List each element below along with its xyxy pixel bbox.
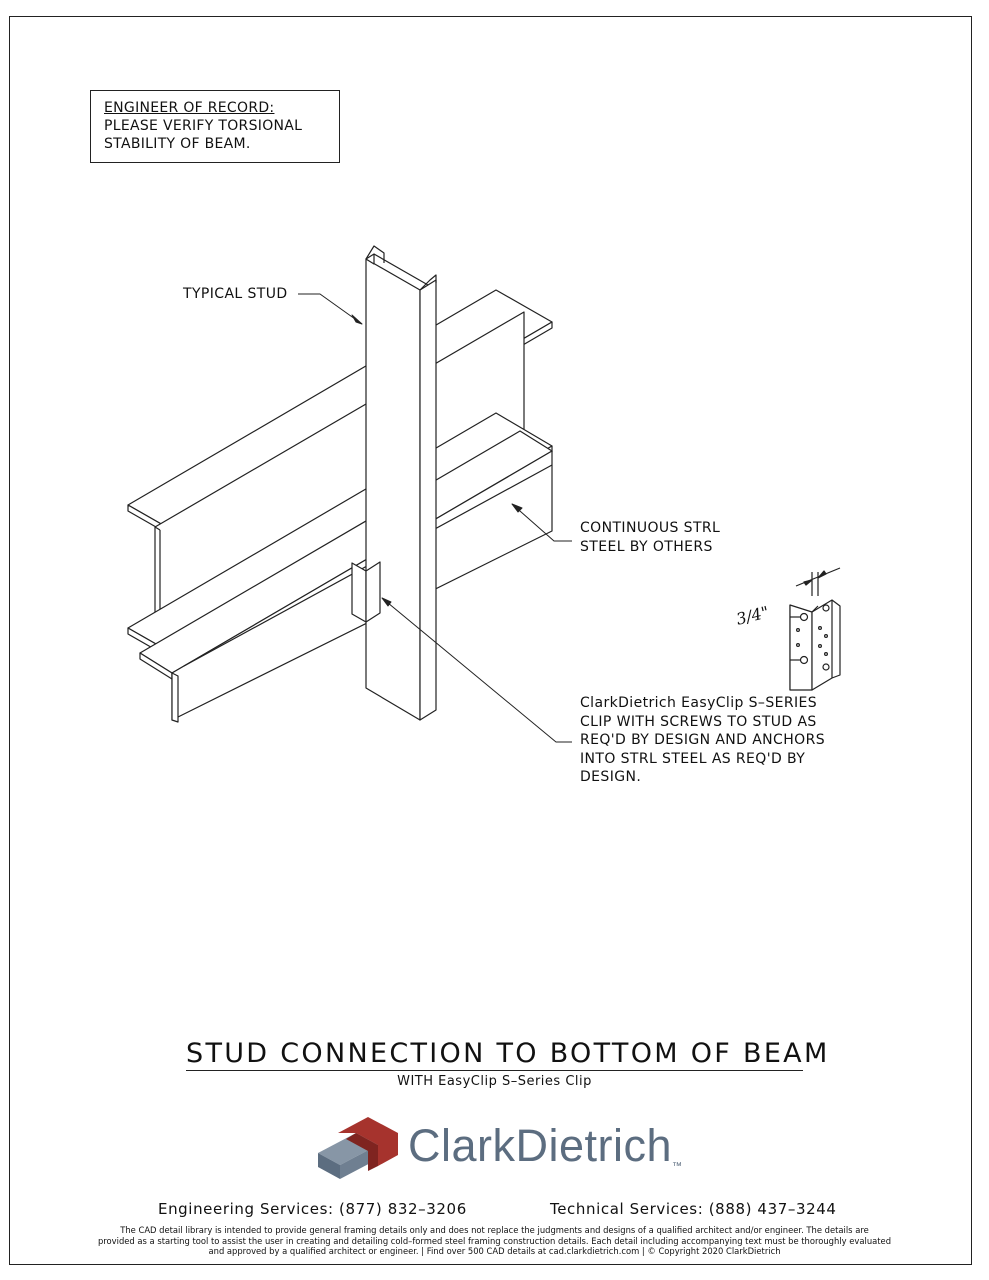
callout-line: CONTINUOUS STRL [580,520,721,536]
callout-line: INTO STRL STEEL AS REQ'D BY [580,750,806,767]
disclaimer-line: provided as a starting tool to assist the user in creating and detailing cold–formed steel framing construction details. Each detail including accompanying text must be thoroughly evaluated [97,1235,892,1246]
callout-line: DESIGN. [580,769,642,785]
note-line: PLEASE VERIFY TORSIONAL [104,118,303,134]
detail-title: STUD CONNECTION TO BOTTOM OF BEAM [186,1038,830,1069]
disclaimer-line: The CAD detail library is intended to provide general framing details only and does not replace the judgments and designs of a qualified architect and/or engineer. The details are [120,1225,869,1235]
note-heading: ENGINEER OF RECORD: [104,100,275,116]
detail-subtitle: WITH EasyClip S–Series Clip [397,1074,592,1089]
dimension-label: 3/4" [734,602,771,629]
clip-detail-view [790,568,840,690]
disclaimer-text [20,1225,969,1257]
callout-continuous-steel [580,519,720,556]
engineering-services-phone: Engineering Services: (877) 832–3206 [158,1200,467,1218]
brand-wordmark: ClarkDietrich [408,1120,673,1171]
title-underline [186,1070,803,1071]
disclaimer-line: and approved by a qualified architect or engineer. | Find over 500 CAD details at cad.clarkdietrich.com | © Copyright 2020 ClarkDietrich [208,1246,781,1256]
callout-line: ClarkDietrich EasyClip S–SERIES [580,695,818,711]
clarkdietrich-logo-mark [316,1115,400,1185]
trademark-symbol: ™ [672,1161,683,1172]
callout-clip-note [580,694,825,787]
engineer-note-box [90,90,340,163]
callout-line: REQ'D BY DESIGN AND ANCHORS [580,732,825,748]
technical-services-phone: Technical Services: (888) 437–3244 [550,1200,837,1218]
typical-stud [366,246,436,720]
callout-typical-stud: TYPICAL STUD [183,286,288,302]
callout-line: STEEL BY OTHERS [580,538,713,555]
brand-name [408,1120,683,1172]
easyclip-on-stud [352,562,380,622]
callout-line: CLIP WITH SCREWS TO STUD AS [580,713,817,730]
note-line: STABILITY OF BEAM. [104,136,251,152]
